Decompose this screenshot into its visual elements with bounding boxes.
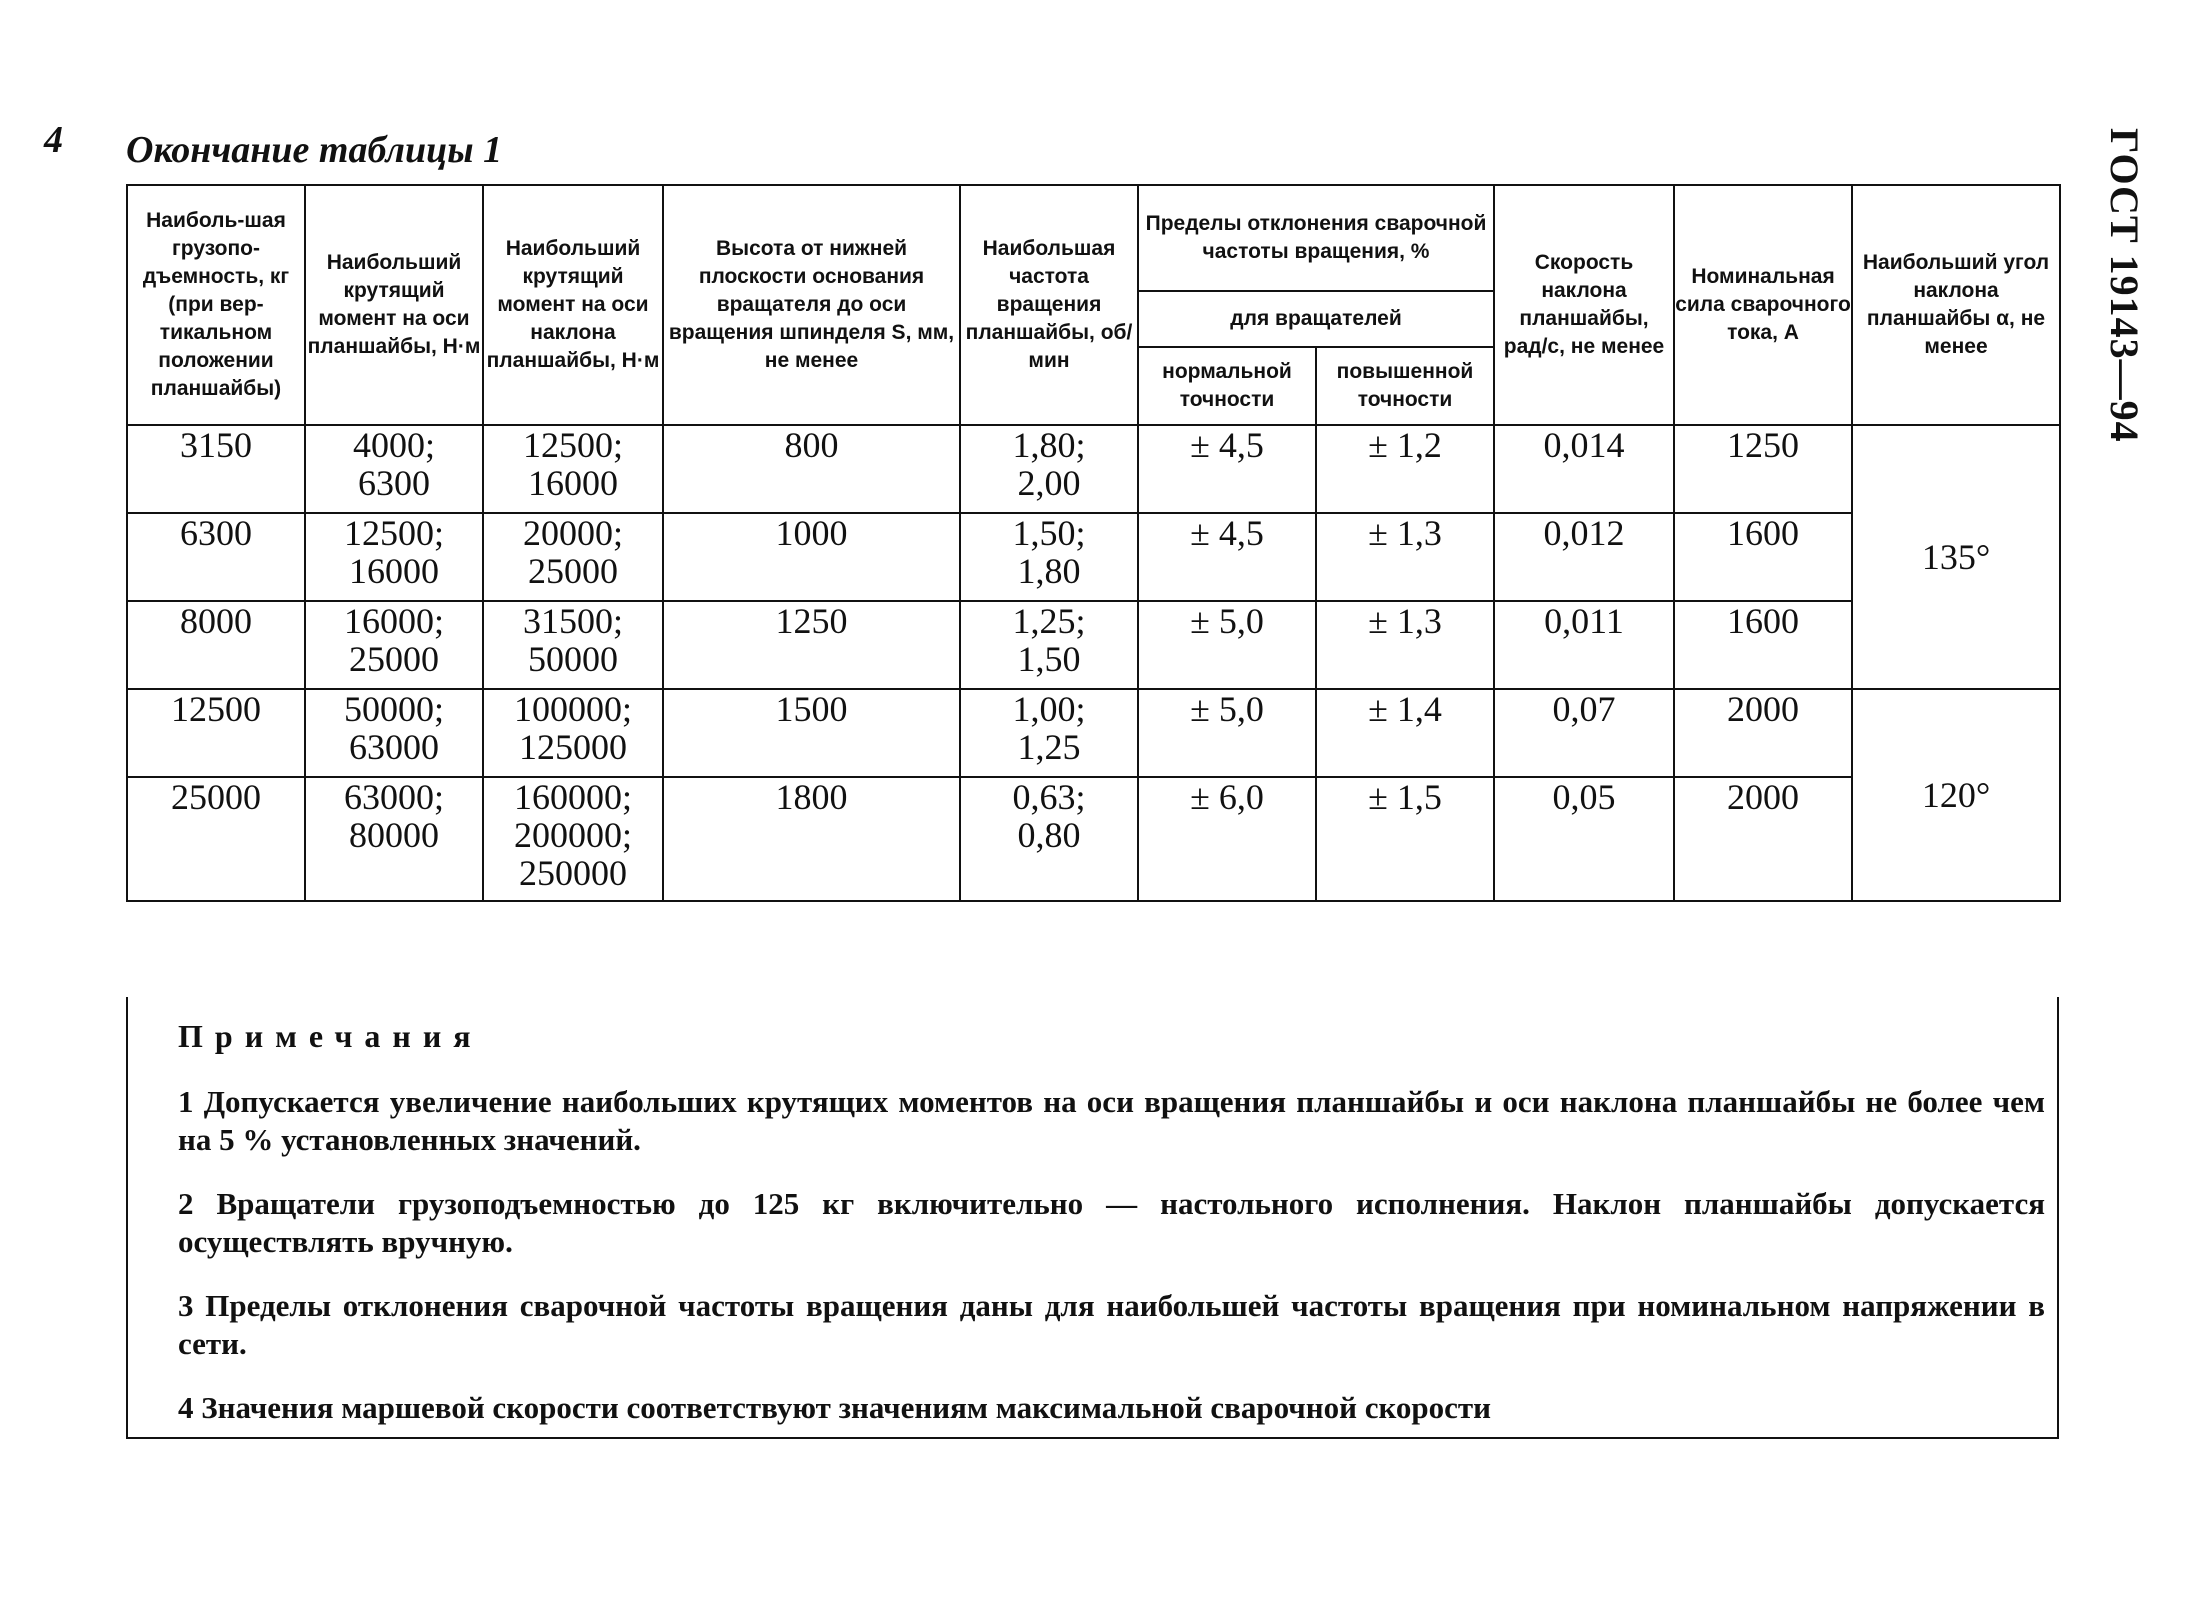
notes-title: Примечания	[178, 1018, 483, 1054]
cell-height: 1500	[663, 689, 960, 777]
cell-tilt-speed: 0,07	[1494, 689, 1674, 777]
cell-speed: 1,00; 1,25	[960, 689, 1138, 777]
cell-current: 1600	[1674, 601, 1852, 689]
cell-torque-axis: 63000; 80000	[305, 777, 483, 901]
cell-tilt-speed: 0,012	[1494, 513, 1674, 601]
table-row	[127, 777, 2060, 901]
cell-dev-high: ± 1,2	[1316, 425, 1494, 513]
notes-section	[126, 997, 2059, 1439]
cell-torque-tilt: 31500; 50000	[483, 601, 663, 689]
header-row-1	[127, 185, 2060, 291]
cell-dev-high: ± 1,3	[1316, 513, 1494, 601]
cell-angle: 120°	[1852, 689, 2060, 901]
header-deviation-group: Пределы отклонения сварочной частоты вращения, %	[1138, 185, 1494, 291]
cell-tilt-speed: 0,011	[1494, 601, 1674, 689]
header-normal-precision: нормальной точности	[1138, 347, 1316, 425]
cell-torque-tilt: 20000; 25000	[483, 513, 663, 601]
cell-dev-normal: ± 4,5	[1138, 425, 1316, 513]
table-row	[127, 601, 2060, 689]
cell-torque-axis: 12500; 16000	[305, 513, 483, 601]
header-tilt-angle: Наибольший угол наклона планшайбы α, не менее	[1852, 185, 2060, 425]
header-deviation-sub: для вращателей	[1138, 291, 1494, 347]
cell-current: 2000	[1674, 689, 1852, 777]
table-row	[127, 689, 2060, 777]
page-number: 4	[44, 119, 63, 161]
header-height: Высота от нижней плоскости основания вращателя до оси вращения шпинделя S, мм, не менее	[663, 185, 960, 425]
cell-load: 25000	[127, 777, 305, 901]
cell-dev-normal: ± 6,0	[1138, 777, 1316, 901]
cell-speed: 0,63; 0,80	[960, 777, 1138, 901]
cell-current: 2000	[1674, 777, 1852, 901]
header-welding-current: Номинальная сила сварочного тока, А	[1674, 185, 1852, 425]
document-code: ГОСТ 19143—94	[2102, 128, 2147, 443]
cell-load: 12500	[127, 689, 305, 777]
header-torque-tilt: Наибольший крутящий момент на оси наклона планшайбы, Н·м	[483, 185, 663, 425]
note-item: 3 Пределы отклонения сварочной частоты вращения даны для наибольшей частоты вращения при номинальном напряжении в сети.	[178, 1288, 2045, 1361]
note-item: 2 Вращатели грузоподъемностью до 125 кг включительно — настольного исполнения. Наклон планшайбы допускается осуществлять вручную.	[178, 1186, 2045, 1259]
cell-torque-axis: 50000; 63000	[305, 689, 483, 777]
cell-torque-tilt: 100000; 125000	[483, 689, 663, 777]
cell-dev-normal: ± 5,0	[1138, 689, 1316, 777]
cell-torque-tilt: 160000; 200000; 250000	[483, 777, 663, 901]
note-item: 1 Допускается увеличение наибольших крутящих моментов на оси вращения планшайбы и оси наклона планшайбы не более чем на 5 % установленных значений.	[178, 1084, 2045, 1157]
cell-torque-axis: 16000; 25000	[305, 601, 483, 689]
cell-angle: 135°	[1852, 425, 2060, 689]
cell-height: 800	[663, 425, 960, 513]
header-load: Наиболь-шая грузопо-дъемность, кг (при вер-тикальном положении планшайбы)	[127, 185, 305, 425]
cell-current: 1600	[1674, 513, 1852, 601]
cell-tilt-speed: 0,05	[1494, 777, 1674, 901]
cell-load: 6300	[127, 513, 305, 601]
cell-dev-high: ± 1,3	[1316, 601, 1494, 689]
cell-speed: 1,25; 1,50	[960, 601, 1138, 689]
cell-speed: 1,50; 1,80	[960, 513, 1138, 601]
cell-torque-tilt: 12500; 16000	[483, 425, 663, 513]
cell-load: 8000	[127, 601, 305, 689]
note-item: 4 Значения маршевой скорости соответствуют значениям максимальной сварочной скорости	[178, 1390, 1492, 1425]
spec-table	[126, 184, 2061, 902]
cell-tilt-speed: 0,014	[1494, 425, 1674, 513]
header-rotation-speed: Наибольшая частота вращения планшайбы, об/мин	[960, 185, 1138, 425]
cell-current: 1250	[1674, 425, 1852, 513]
cell-height: 1250	[663, 601, 960, 689]
table-row	[127, 425, 2060, 513]
cell-dev-high: ± 1,4	[1316, 689, 1494, 777]
cell-dev-normal: ± 5,0	[1138, 601, 1316, 689]
table-row	[127, 513, 2060, 601]
header-tilt-speed: Скорость наклона планшайбы, рад/с, не менее	[1494, 185, 1674, 425]
cell-height: 1000	[663, 513, 960, 601]
cell-speed: 1,80; 2,00	[960, 425, 1138, 513]
header-high-precision: повышенной точности	[1316, 347, 1494, 425]
cell-torque-axis: 4000; 6300	[305, 425, 483, 513]
document-code-box	[2098, 128, 2158, 443]
cell-load: 3150	[127, 425, 305, 513]
cell-dev-normal: ± 4,5	[1138, 513, 1316, 601]
header-torque-axis: Наибольший крутящий момент на оси планшайбы, Н·м	[305, 185, 483, 425]
cell-height: 1800	[663, 777, 960, 901]
table-caption: Окончание таблицы 1	[126, 129, 503, 171]
cell-dev-high: ± 1,5	[1316, 777, 1494, 901]
